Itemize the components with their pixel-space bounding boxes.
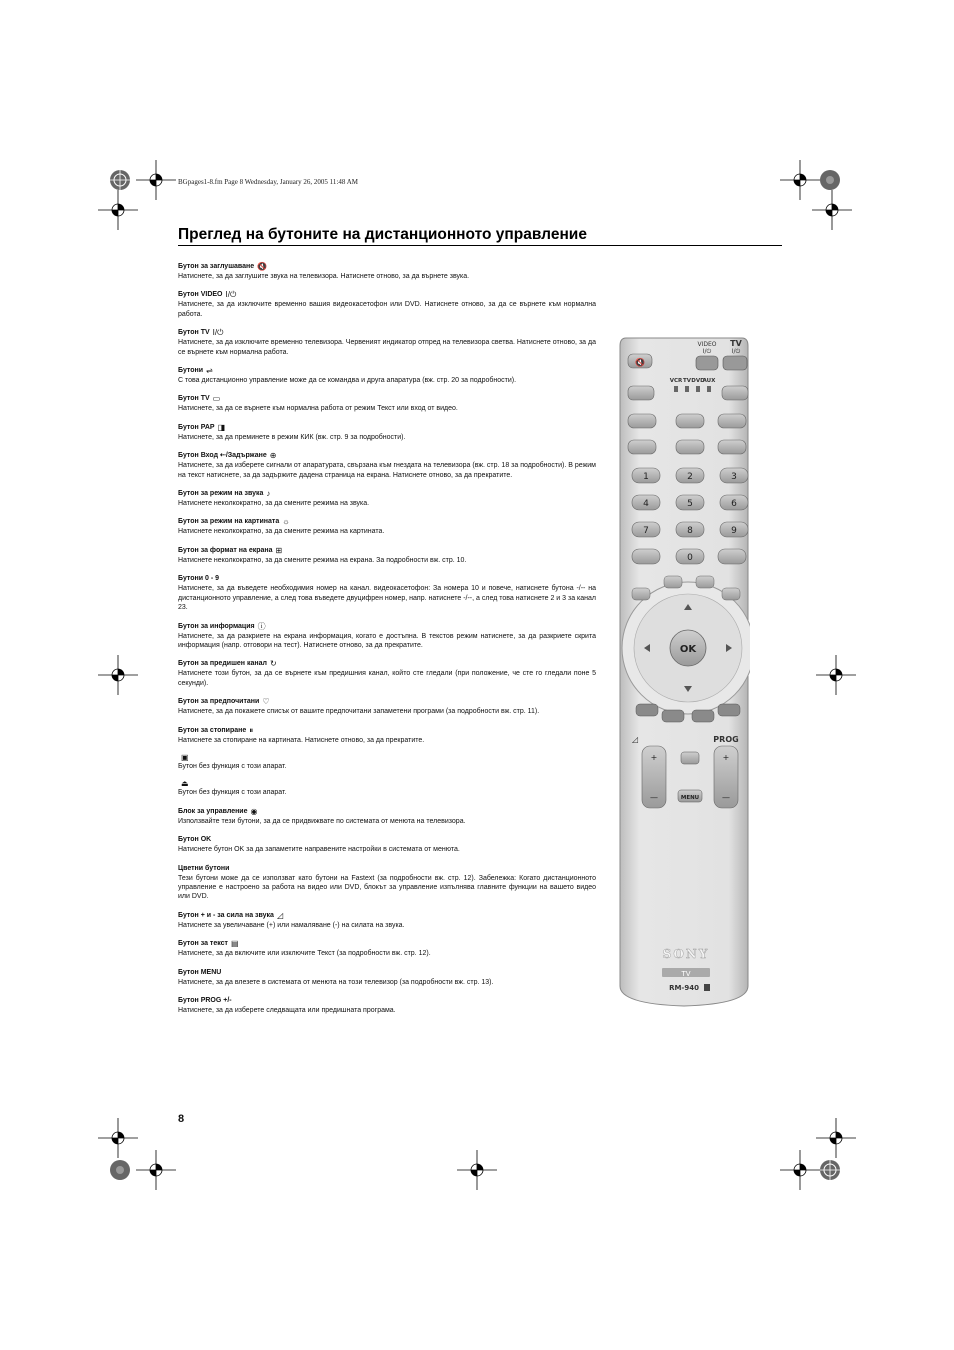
heading-text: Бутон TV <box>178 395 210 403</box>
button-description <box>178 489 596 508</box>
description-text: Натиснете за стопиране на картината. Натиснете отново, за да прекратите. <box>178 736 425 744</box>
heading-text: Бутон за режим на звука <box>178 490 264 498</box>
heading-text: Бутон за стопиране <box>178 726 247 734</box>
button-description <box>178 968 596 987</box>
tv-screen-icon: ▭ <box>212 394 221 404</box>
heading-text: Бутон Вход ⇠/Задържане <box>178 452 267 460</box>
heading-text: Бутон PROG +/- <box>178 997 232 1004</box>
description-heading <box>178 489 596 499</box>
crosshair-icon <box>457 1150 497 1190</box>
volume-icon: ◿ <box>276 910 284 920</box>
control-pad-icon: ◉ <box>250 806 258 816</box>
description-text: Натиснете, за да преминете в режим КИК (вж. стр. 9 за подробности). <box>178 433 406 441</box>
description-text: Натиснете неколкократно, за да смените режима на картината. <box>178 528 385 536</box>
description-heading <box>178 659 596 669</box>
crosshair-icon <box>812 190 852 230</box>
mute-icon: 🔇 <box>257 262 268 271</box>
yellow-button <box>692 710 714 722</box>
description-heading <box>178 290 596 300</box>
function-button <box>676 414 704 428</box>
button-description <box>178 726 596 745</box>
digit-label: 5 <box>687 499 693 509</box>
prog-minus: — <box>722 793 730 802</box>
button-description <box>178 939 596 958</box>
description-text: Натиснете, за да покажете списък от вашите предпочитани запаметени програми (за подробности вж. стр. 11). <box>178 708 540 716</box>
video-label: VIDEO <box>697 341 717 348</box>
button-description <box>178 546 596 565</box>
heading-text: Бутон за предишен канал <box>178 660 267 668</box>
description-text: Натиснете неколкократно, за да смените режима на екрана. За подробности вж. стр. 10. <box>178 556 467 564</box>
standby-icon: I/⏻ <box>225 290 237 300</box>
green-button <box>662 710 684 722</box>
red-button <box>636 704 658 716</box>
function-button <box>628 440 656 454</box>
button-description <box>178 262 596 281</box>
description-heading <box>178 754 596 762</box>
heading-text: Бутон за предпочитани <box>178 698 260 706</box>
tv-standby-label: I/⏻ <box>731 348 741 355</box>
description-text: Натиснете този бутон, за да се върнете към предишния канал, който сте гледали (при положение, че сте го гледали поне 5 секунди). <box>178 670 596 687</box>
mode-label: VCR <box>669 378 683 384</box>
standby-icon: I/⏻ <box>212 328 224 338</box>
button-description <box>178 451 596 480</box>
type-label: TV <box>681 970 691 978</box>
description-text: Натиснете бутон OK за да запаметите направените настройки в системата от менюта. <box>178 846 460 854</box>
button-description <box>178 328 596 357</box>
mode-left-button <box>628 386 654 400</box>
description-heading <box>178 394 596 404</box>
description-heading <box>178 262 596 272</box>
description-text: Натиснете, за да разкриете на екрана информация, когато е достъпна. В текстов режим натиснете, за да разкриете скрита информация (напр. отговори на тест). Натиснете отново, за да прекратите. <box>178 632 596 649</box>
description-heading <box>178 864 596 874</box>
description-heading <box>178 968 596 978</box>
crosshair-icon <box>98 190 138 230</box>
crosshair-icon <box>780 1150 820 1190</box>
prog-plus: + <box>722 753 730 762</box>
digit-label: 3 <box>731 472 737 482</box>
digit-label: 2 <box>687 472 693 482</box>
hold-icon: ⊕ <box>269 451 277 461</box>
button-descriptions <box>178 262 596 1024</box>
function-button <box>676 440 704 454</box>
button-description <box>178 394 596 413</box>
button-description <box>178 423 596 442</box>
function-button <box>718 549 746 564</box>
button-description <box>178 807 596 826</box>
mode-right-button <box>722 386 748 400</box>
mode-label: DVD <box>691 378 705 384</box>
button-description <box>178 780 596 797</box>
description-text: Натиснете за увеличаване (+) или намаляване (-) на силата на звука. <box>178 921 405 929</box>
digit-label: 8 <box>687 526 693 536</box>
freeze-icon: ⏸ <box>249 725 254 735</box>
favourites-button <box>696 576 714 588</box>
description-text: Бутон без функция с този апарат. <box>178 762 287 770</box>
tv-standby-button <box>723 356 747 370</box>
heading-text: Бутон за заглушаване <box>178 263 255 270</box>
description-heading <box>178 835 596 845</box>
description-text: Натиснете, за да изберете сигнали от апаратурата, свързана към гнездата на телевизора (вж. стр. 18 за подробности). В режим на текст натиснете, за да задържите дадена страница на екрана. Натиснете отново, за да прекратите. <box>178 462 596 479</box>
digit-label: 0 <box>687 553 693 563</box>
guide-icon: ▣ <box>181 752 189 762</box>
favourites-icon: ♡ <box>262 697 270 707</box>
ok-label: OK <box>679 644 697 655</box>
description-text: Тези бутони може да се използват като бутони на Fastext (за подробности вж. стр. 12). Забележка: Когато дистанционното управление е настроено за работа на видео или DVD, блокът за управление изпълнява главните функции на вашето видео или DVD. <box>178 874 596 901</box>
pap-icon: ◨ <box>217 422 226 432</box>
description-heading <box>178 726 596 736</box>
prog-label: PROG <box>713 735 739 744</box>
button-description <box>178 864 596 902</box>
video-standby-button <box>696 356 718 370</box>
menu-label: MENU <box>680 795 700 801</box>
crosshair-icon <box>136 160 176 200</box>
heading-text: Бутони 0 - 9 <box>178 575 220 583</box>
file-slug: BGpages1-8.fm Page 8 Wednesday, January 26, 2005 11:48 AM <box>178 178 358 186</box>
volume-minus: — <box>650 793 658 802</box>
guide-button <box>632 588 650 600</box>
mode-label: AUX <box>702 378 716 384</box>
page-number: 8 <box>178 1113 185 1125</box>
crosshair-icon <box>816 655 856 695</box>
heading-text: Бутон TV <box>178 329 210 337</box>
crosshair-icon <box>98 1118 138 1158</box>
function-button <box>628 414 656 428</box>
info-icon: ⓘ <box>257 621 266 631</box>
heading-text: Бутон PAP <box>178 423 215 431</box>
button-description <box>178 911 596 930</box>
description-text: Натиснете, за да въведете необходимия номер на канал. видеокасетофон: За номера 10 и повече, натиснете бутона -/-- на дистанционното управление, а след това въведете двуцифрен номер, напр. натиснете -/--, а след това натиснете 2 и 3 за канал 23. <box>178 585 596 612</box>
page-title: Преглед на бутоните на дистанционното управление <box>178 226 587 243</box>
description-text: С това дистанционно управление може да се командва и друга апаратура (вж. стр. 20 за подробности). <box>178 377 517 385</box>
brand-logo: SONY <box>662 947 710 961</box>
description-text: Натиснете, за да изключите временно телевизора. Червеният индикатор отпред на телевизора светва. Натиснете отново, за да се върнете към нормална работа. <box>178 339 596 356</box>
video-standby-label: I/⏻ <box>702 348 712 355</box>
heading-text: Блок за управление <box>178 807 248 815</box>
eject-button <box>722 588 740 600</box>
volume-icon: ◿ <box>632 735 639 744</box>
heading-text: Бутон MENU <box>178 968 222 976</box>
text-icon: ▤ <box>230 939 239 949</box>
screen-format-icon: ⊞ <box>275 545 283 555</box>
button-description <box>178 574 596 612</box>
digit-label: 6 <box>731 499 737 509</box>
description-heading <box>178 328 596 338</box>
description-heading <box>178 366 596 376</box>
function-button <box>718 440 746 454</box>
description-text: Натиснете неколкократно, за да смените режима на звука. <box>178 500 370 508</box>
description-text: Натиснете, за да влезете в системата от менюта на този телевизор (за подробности вж. стр. 13). <box>178 978 494 986</box>
heading-text: Бутон за формат на екрана <box>178 546 273 554</box>
digit-label: 7 <box>643 526 649 536</box>
crosshair-icon <box>136 1150 176 1190</box>
svg-text:🔇: 🔇 <box>635 358 645 367</box>
description-text: Натиснете, за да се върнете към нормална работа от режим Текст или вход от видео. <box>178 405 458 413</box>
description-heading <box>178 996 596 1006</box>
heading-text: Бутон + и - за сила на звука <box>178 911 274 919</box>
description-heading <box>178 622 596 632</box>
button-description <box>178 659 596 688</box>
heading-text: Бутони <box>178 367 204 375</box>
digit-label: 4 <box>643 499 649 509</box>
description-text: Натиснете, за да изключите временно вашия видеокасетофон или DVD. Натиснете отново, за да се върнете към нормална работа. <box>178 301 596 318</box>
description-text: Използвайте тези бутони, за да се придвижвате по системата от менюта на телевизора. <box>178 817 466 825</box>
mode-labels <box>670 378 716 384</box>
description-heading <box>178 939 596 949</box>
heading-text: Бутон за информация <box>178 622 255 630</box>
description-heading <box>178 546 596 556</box>
button-description <box>178 697 596 716</box>
blue-button <box>718 704 740 716</box>
description-heading <box>178 574 596 584</box>
previous-channel-icon: ↻ <box>269 659 277 669</box>
button-description <box>178 622 596 651</box>
heading-text: Цветни бутони <box>178 864 230 872</box>
heading-text: Бутон VIDEO <box>178 291 223 299</box>
remote-control <box>618 336 750 1008</box>
digit-label: 1 <box>643 472 649 482</box>
button-description <box>178 290 596 319</box>
mode-label: TV <box>682 378 692 384</box>
volume-plus: + <box>650 753 658 762</box>
description-heading <box>178 780 596 788</box>
title-rule <box>178 245 782 246</box>
heading-text: Бутон OK <box>178 836 212 844</box>
sound-mode-icon: ♪ <box>266 489 271 499</box>
description-heading <box>178 807 596 817</box>
description-text: Натиснете, за да изберете следващата или предишната програма. <box>178 1007 396 1014</box>
eject-icon: ⏏ <box>181 779 189 789</box>
text-button <box>681 752 699 764</box>
description-text: Бутон без функция с този апарат. <box>178 789 287 797</box>
button-description <box>178 754 596 771</box>
description-text: Натиснете, за да заглушите звука на телевизора. Натиснете отново, за да върнете звука. <box>178 273 470 280</box>
digit-label: 9 <box>731 526 737 536</box>
description-heading <box>178 451 596 461</box>
description-heading <box>178 697 596 707</box>
heading-text: Бутон за текст <box>178 940 228 948</box>
button-description <box>178 366 596 385</box>
model-label: RM-940 <box>669 984 699 992</box>
picture-mode-icon: ☼ <box>282 517 290 527</box>
crosshair-icon <box>98 655 138 695</box>
description-heading <box>178 423 596 433</box>
function-button <box>632 549 660 564</box>
tv-label: TV <box>730 339 742 348</box>
description-heading <box>178 911 596 921</box>
button-description <box>178 996 596 1015</box>
button-description <box>178 517 596 536</box>
description-text: Натиснете, за да включите или изключите Текст (за подробности вж. стр. 12). <box>178 950 431 958</box>
heading-text: Бутон за режим на картината <box>178 518 280 526</box>
crosshair-icon <box>816 1118 856 1158</box>
button-description <box>178 835 596 854</box>
device-select-icon: ⇌ <box>206 366 213 376</box>
function-button <box>718 414 746 428</box>
freeze-button <box>664 576 682 588</box>
description-heading <box>178 517 596 527</box>
